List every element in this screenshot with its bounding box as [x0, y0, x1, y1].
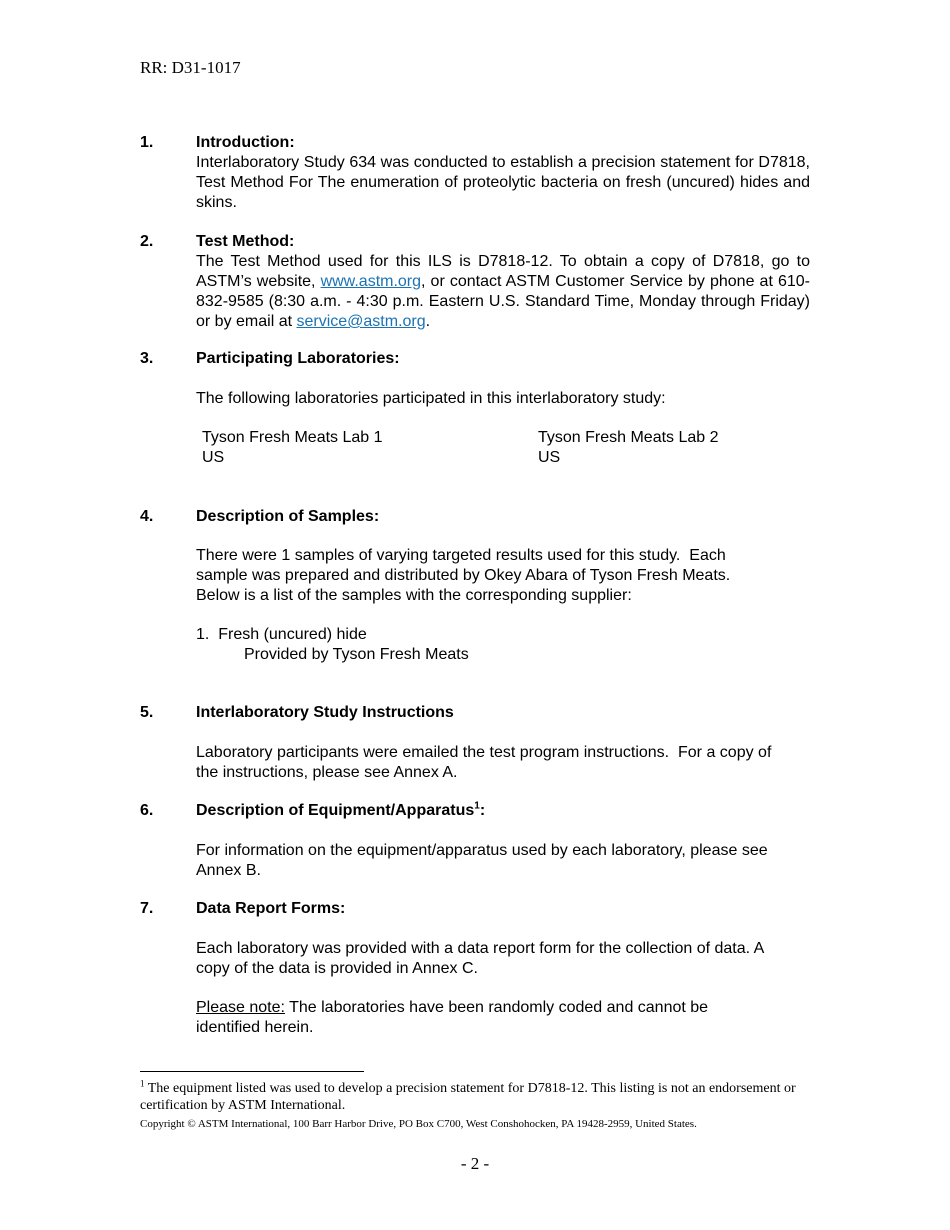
sample-supplier: Provided by Tyson Fresh Meats	[244, 646, 469, 663]
section-1-title: Introduction:	[196, 134, 295, 151]
lab-1-country: US	[202, 449, 225, 466]
section-4-line-1: There were 1 samples of varying targeted results used for this study. Each	[196, 547, 726, 564]
footnote-marker: 1	[140, 1078, 145, 1089]
copyright-line: Copyright © ASTM International, 100 Barr Harbor Drive, PO Box C700, West Conshohocken, PA 19428-2959, United States.	[140, 1118, 697, 1130]
section-5-title: Interlaboratory Study Instructions	[196, 704, 454, 721]
section-6-text	[196, 841, 810, 881]
section-4-title: Description of Samples:	[196, 508, 380, 525]
sample-list-item: 1. Fresh (uncured) hide	[196, 626, 367, 643]
section-6-title-text: Description of Equipment/Apparatus	[196, 802, 475, 819]
lab-2	[538, 428, 719, 468]
lab-2-country: US	[538, 449, 561, 466]
footnote-reference: 1	[474, 800, 480, 812]
lab-1	[202, 428, 383, 468]
section-7-title: Data Report Forms:	[196, 900, 346, 917]
section-3-title: Participating Laboratories:	[196, 350, 400, 367]
lab-1-name: Tyson Fresh Meats Lab 1	[202, 429, 383, 446]
note-text: The laboratories have been randomly coded and cannot be	[284, 999, 709, 1016]
section-5-line-2: the instructions, please see Annex A.	[196, 764, 458, 781]
section-6-title	[196, 801, 485, 821]
section-4-number: 4.	[140, 508, 154, 525]
section-6-number: 6.	[140, 802, 154, 819]
section-2-text-start: The Test Method used for this ILS is D7818-12. To obtain a copy of D7818, go to ASTM’s website,	[196, 253, 810, 290]
section-7-note-line-2: identified herein.	[196, 1019, 314, 1036]
note-label: Please note:	[196, 999, 285, 1016]
service-email-link[interactable]: service@astm.org	[296, 313, 426, 330]
section-3-intro: The following laboratories participated in this interlaboratory study:	[196, 390, 666, 407]
section-6-title-colon: :	[479, 802, 486, 819]
section-3-number: 3.	[140, 350, 154, 367]
section-7-line-1: Each laboratory was provided with a data report form for the collection of data. A	[196, 940, 765, 957]
astm-website-link[interactable]: www.astm.org	[320, 273, 422, 290]
section-5-number: 5.	[140, 704, 154, 721]
section-2-number: 2.	[140, 233, 154, 250]
section-7-note	[196, 998, 810, 1038]
section-5-text	[196, 743, 810, 783]
section-4-text	[196, 546, 810, 606]
footnote-text: The equipment listed was used to develop a precision statement for D7818-12. This listing is not an endorsement or certification by ASTM International.	[140, 1081, 796, 1113]
section-2-text	[196, 252, 810, 332]
section-6-line-2: Annex B.	[196, 862, 261, 879]
section-7-line-2: copy of the data is provided in Annex C.	[196, 960, 478, 977]
section-4-line-3: Below is a list of the samples with the corresponding supplier:	[196, 587, 632, 604]
page-number: - 2 -	[460, 1154, 490, 1173]
section-2-text-middle: , or contact ASTM Customer Service by phone at 610-832-9585 (8:30 a.m. - 4:30 p.m. Eastern U.S. Standard Time, Monday through Friday) or by email at	[196, 273, 810, 330]
section-7-text	[196, 939, 810, 979]
footnote	[140, 1080, 820, 1114]
section-1-text: Interlaboratory Study 634 was conducted to establish a precision statement for D7818, Test Method For The enumeration of proteolytic bacteria on fresh (uncured) hides and skins.	[196, 154, 810, 211]
footnote-divider	[140, 1071, 364, 1072]
section-6-line-1: For information on the equipment/apparatus used by each laboratory, please see	[196, 842, 768, 859]
lab-2-name: Tyson Fresh Meats Lab 2	[538, 429, 719, 446]
section-2-title: Test Method:	[196, 233, 295, 250]
section-7-number: 7.	[140, 900, 154, 917]
document-id-header: RR: D31-1017	[140, 58, 241, 77]
section-7-note-line-1	[196, 998, 810, 1018]
section-2-text-end: .	[425, 313, 431, 330]
section-5-line-1: Laboratory participants were emailed the test program instructions. For a copy of	[196, 744, 772, 761]
section-1-number: 1.	[140, 134, 154, 151]
section-4-line-2: sample was prepared and distributed by Okey Abara of Tyson Fresh Meats.	[196, 567, 731, 584]
